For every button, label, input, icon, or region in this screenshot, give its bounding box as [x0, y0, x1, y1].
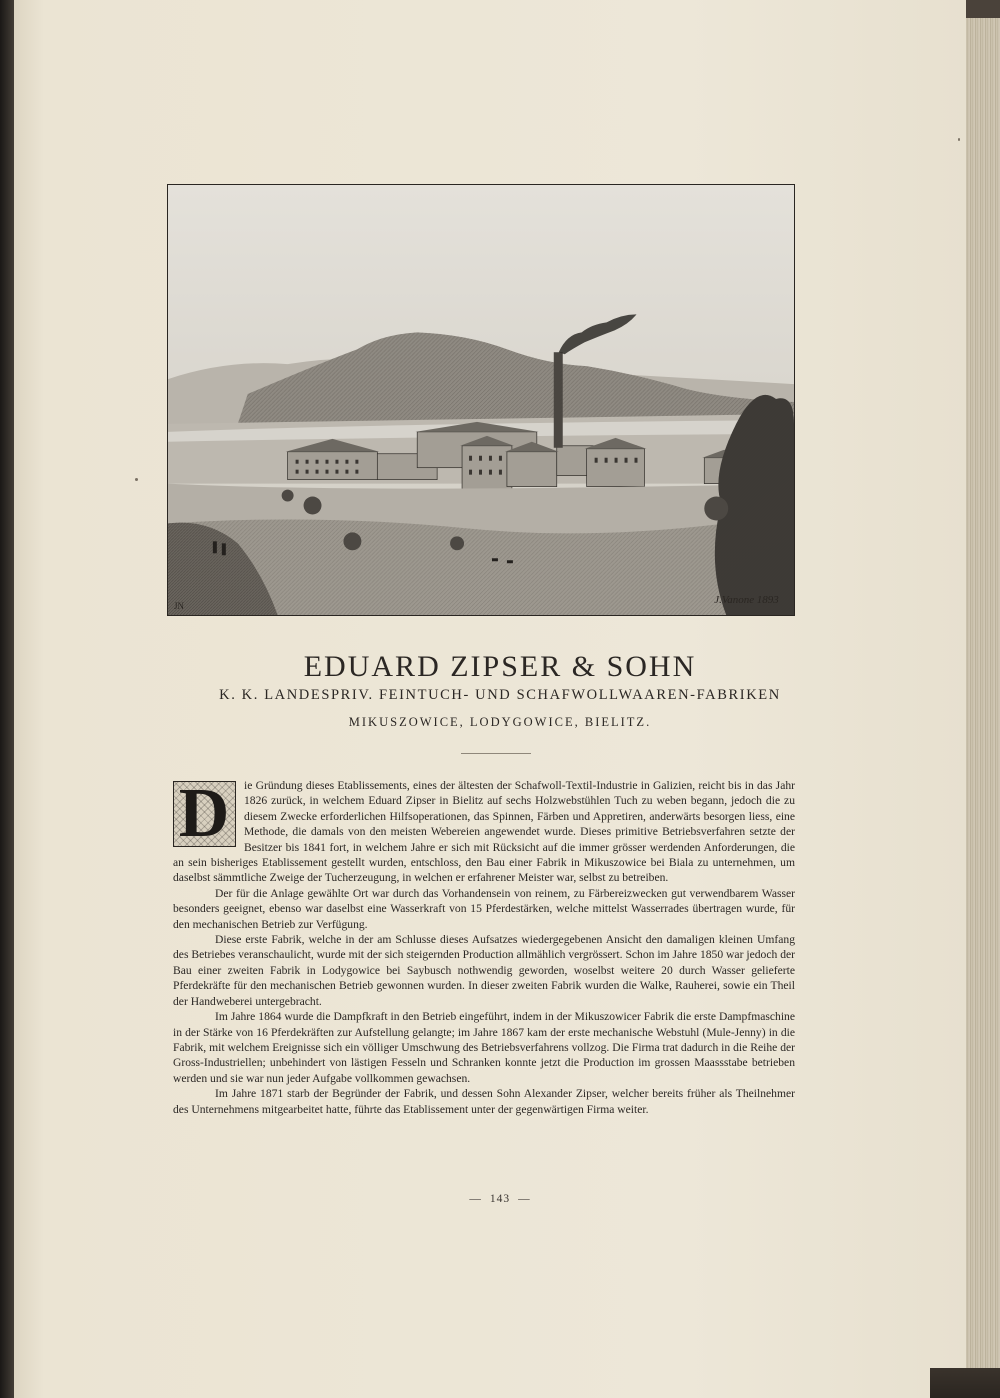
initial-letter: D — [178, 775, 230, 852]
page-number: — 143 — — [469, 1193, 531, 1205]
paragraph-text: ie Gründung dieses Etablissements, eines der ältesten der Schafwoll-Textil-Industrie in Galizien, reicht bis in das Jahr 1826 zurück, in welchem Eduard Zipser in Bielitz auf sechs Holzwebstühlen Tuch zu weben begann, jedoch die zu diesem Zwecke erforderlichen Hilfsoperationen, das Spinnen, Färben und Appretiren, anderwärts besorgen liess, eine Methode, die damals von den meisten Webereien angewendet wurde. Dieses primitive Betriebsverfahren setzte der Besitzer bis 1841 fort, in welchem Jahre er sich mit Rücksicht auf die immer grösser werdenden Anforderungen, die an sein bisheriges Etablissement gestellt wurden, entschloss, den Bau einer Fabrik in Mikuszowice bei Biala zu unternehmen, um daselbst sämmtliche Zweige der Tucherzeugung, in welchen er erfahrener Meister war, selbst zu betreiben. — [173, 779, 795, 885]
paper-speck — [135, 478, 138, 481]
factory-engraving — [168, 185, 794, 615]
firm-subtitle: K. K. LANDESPRIV. FEINTUCH- UND SCHAFWOLLWAAREN-FABRIKEN — [219, 687, 781, 703]
illustration-signature: J.Vanone 1893 — [714, 594, 779, 607]
firm-locations: MIKUSZOWICE, LODYGOWICE, BIELITZ. — [348, 715, 652, 729]
paper-speck — [958, 138, 960, 141]
paragraph-2: Der für die Anlage gewählte Ort war durch das Vorhandensein von reinem, zu Färbereizwecken gut verwendbarem Wasser besonders geeignet, ebenso war daselbst eine Wasserkraft von 15 Pferdestärken, welche mittelst Wasserrades übertragen wurde, für den mechanischen Betrieb zur Verfügung. — [173, 886, 795, 931]
title-divider — [461, 753, 531, 754]
paragraph-1 — [173, 775, 795, 886]
ornamental-initial — [173, 775, 236, 852]
article-body — [173, 775, 795, 1117]
illustration-monogram: JN — [173, 601, 184, 612]
factory-illustration — [167, 184, 795, 616]
paragraph-5: Im Jahre 1871 starb der Begründer der Fabrik, und dessen Sohn Alexander Zipser, welcher bereits früher als Theilnehmer des Unternehmens mitgearbeitet hatte, führte das Etablissement unter der gegenwärtigen Firma weiter. — [173, 1087, 795, 1116]
page-edges-shadow — [966, 0, 1000, 18]
paragraph-4: Im Jahre 1864 wurde die Dampfkraft in den Betrieb eingeführt, indem in der Mikuszowicer Fabrik die erste Dampfmaschine in der Stärke von 16 Pferdekräften zur Aufstellung gelangte; im Jahre 1867 kam der erste mechanische Webstuhl (Mule-Jenny) in die Fabrik, mit welchem Ereignisse sich ein völliger Umschwung des Betriebsverfahrens vollzog. Die Firma trat dadurch in die Reihe der Gross-Industriellen; unbehindert von lästigen Fesseln und Schranken konnte jetzt die Production im grossen Maassstabe betrieben werden und sie war nun jeder Aufgabe vollkommen gewachsen. — [173, 1010, 795, 1085]
paragraph-3: Diese erste Fabrik, welche in der am Schlusse dieses Aufsatzes wiedergegebenen Ansicht den damaligen kleinen Umfang des Betriebes veranschaulicht, wurde mit der sich steigernden Production allmählich vergrössert. Schon im Jahre 1850 war jedoch der Bau einer zweiten Fabrik in Lodygowice bei Saybusch nothwendig geworden, woselbst weitere 20 durch Wasser gelieferte Pferdekräfte für den mechanischen Betrieb gewonnen wurden. In dieser zweiten Fabrik wurden die Walke, Rauherei, sowie ein Theil der Handweberei untergebracht. — [173, 933, 795, 1008]
page-corner-shadow — [930, 1368, 1000, 1398]
firm-title: EDUARD ZIPSER & SOHN — [303, 650, 697, 683]
page-number-value: 143 — [489, 1193, 511, 1205]
